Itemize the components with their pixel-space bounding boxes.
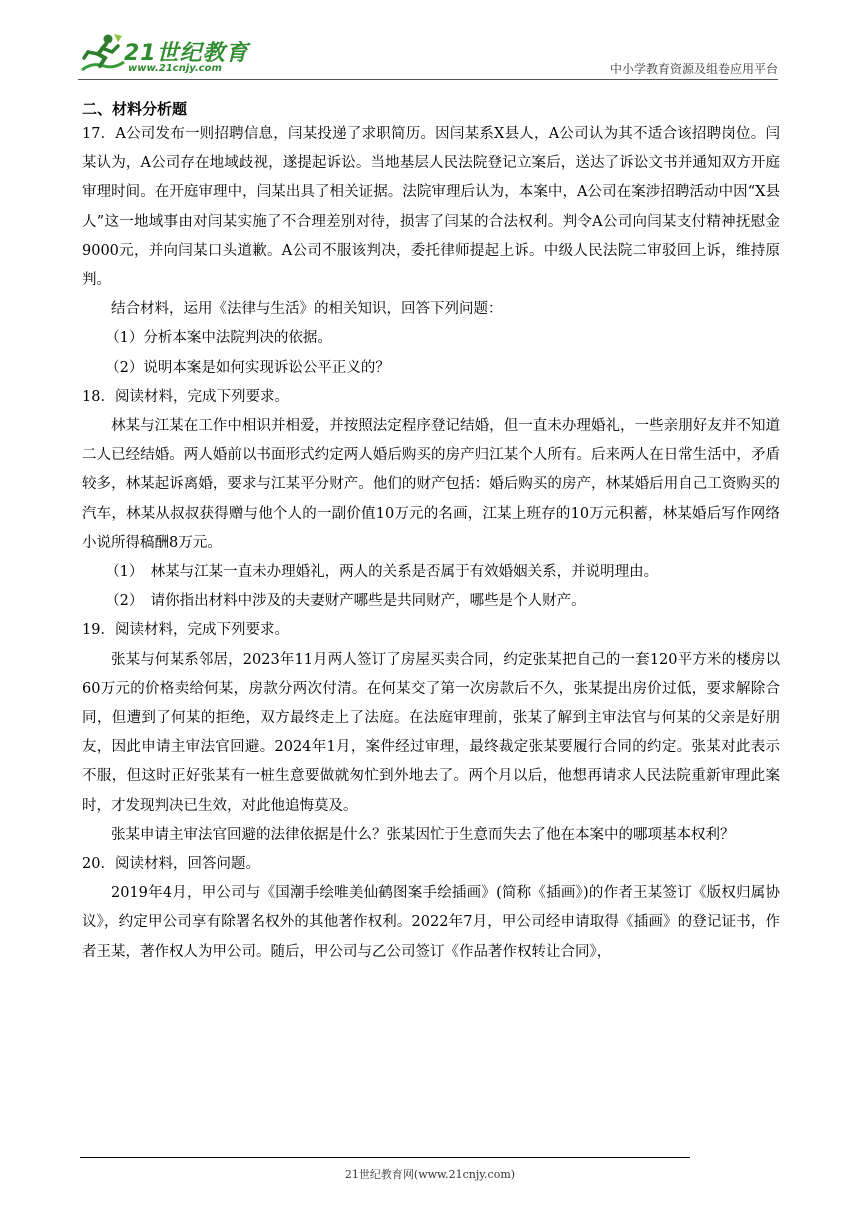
- footer-divider: [80, 1157, 690, 1158]
- q18-title: 18．阅读材料，完成下列要求。: [82, 388, 289, 405]
- section-title: 二、材料分析题: [82, 100, 188, 118]
- q19-question: 张某申请主审法官回避的法律依据是什么？张某因忙于生意而失去了他在本案中的哪项基本权利？: [111, 826, 735, 843]
- q18-material: 林某与江某在工作中相识并相爱，并按照法定程序登记结婚，但一直未办理婚礼，一些亲朋好友并不知道二人已经结婚。两人婚前以书面形式约定两人婚后购买的房产归江某个人所有。后来两人在日常生活中，矛盾较多，林某起诉离婚，要求与江某平分财产。他们的财产包括：婚后购买的房产，林某婚后用自己工资购买的汽车，林某从叔叔获得赠与他个人的一副价值10万元的名画，江某上班存的10万元积蓄，林某婚后写作网络小说所得稿酬8万元。: [82, 418, 780, 551]
- q20-title: 20．阅读材料，回答问题。: [82, 856, 260, 873]
- q17-material: 17．A公司发布一则招聘信息，闫某投递了求职简历。因闫某系X县人，A公司认为其不适合该招聘岗位。闫某认为，A公司存在地域歧视，遂提起诉讼。当地基层人民法院登记立案后，送达了诉讼文书并通知双方开庭审理时间。在开庭审理中，闫某出具了相关证据。法院审理后认为，本案中，A公司在案涉招聘活动中因“X县人”这一地域事由对闫某实施了不合理差别对待，损害了闫某的合法权利。判令A公司向闫某支付精神抚慰金9000元，并向闫某口头道歉。A公司不服该判决，委托律师提起上诉。中级人民法院二审驳回上诉，维持原判。: [82, 126, 780, 289]
- q19-material: 张某与何某系邻居，2023年11月两人签订了房屋买卖合同，约定张某把自己的一套120平方米的楼房以60万元的价格卖给何某，房款分两次付清。在何某交了第一次房款后不久，张某提出房价过低，要求解除合同，但遭到了何某的拒绝，双方最终走上了法庭。在法庭审理前，张某了解到主审法官与何某的父亲是好朋友，因此申请主审法官回避。2024年1月，案件经过审理，最终裁定张某要履行合同的约定。张某对此表示不服，但这时正好张某有一桩生意要做就匆忙到外地去了。两个月以后，他想再请求人民法院重新审理此案时，才发现判决已生效，对此他追悔莫及。: [82, 651, 780, 814]
- q17-subquestion-2: （2）说明本案是如何实现诉讼公平正义的？: [105, 359, 390, 376]
- q18-subquestion-2: （2） 请你指出材料中涉及的夫妻财产哪些是共同财产，哪些是个人财产。: [105, 593, 586, 610]
- logo-text: 21世纪教育: [124, 41, 249, 66]
- site-logo[interactable]: [78, 32, 288, 78]
- question-19: [82, 616, 780, 850]
- logo-url: www.21cnjy.com: [128, 63, 222, 74]
- q17-instruction: 结合材料，运用《法律与生活》的相关知识，回答下列问题：: [111, 301, 503, 318]
- platform-tagline: 中小学教育资源及组卷应用平台: [609, 62, 778, 76]
- question-17: [82, 120, 780, 383]
- footer-source[interactable]: 21世纪教育网(www.21cnjy.com): [344, 1168, 516, 1181]
- document-body: [82, 96, 780, 967]
- question-18: [82, 383, 780, 617]
- q20-material: 2019年4月，甲公司与《国潮手绘唯美仙鹤图案手绘插画》(简称《插画》)的作者王某签订《版权归属协议》，约定甲公司享有除署名权外的其他著作权利。2022年7月，甲公司经申请取得《插画》的登记证书，作者王某，著作权人为甲公司。随后，甲公司与乙公司签订《作品著作权转让合同》，: [82, 885, 780, 960]
- q19-title: 19．阅读材料，完成下列要求。: [82, 622, 289, 639]
- q17-subquestion-1: （1）分析本案中法院判决的依据。: [105, 330, 332, 347]
- runner-logo-icon: [78, 32, 126, 76]
- header-divider: [78, 79, 778, 80]
- q18-subquestion-1: （1） 林某与江某一直未办理婚礼，两人的关系是否属于有效婚姻关系，并说明理由。: [105, 564, 659, 581]
- page-header: [78, 30, 778, 80]
- question-20: [82, 850, 780, 967]
